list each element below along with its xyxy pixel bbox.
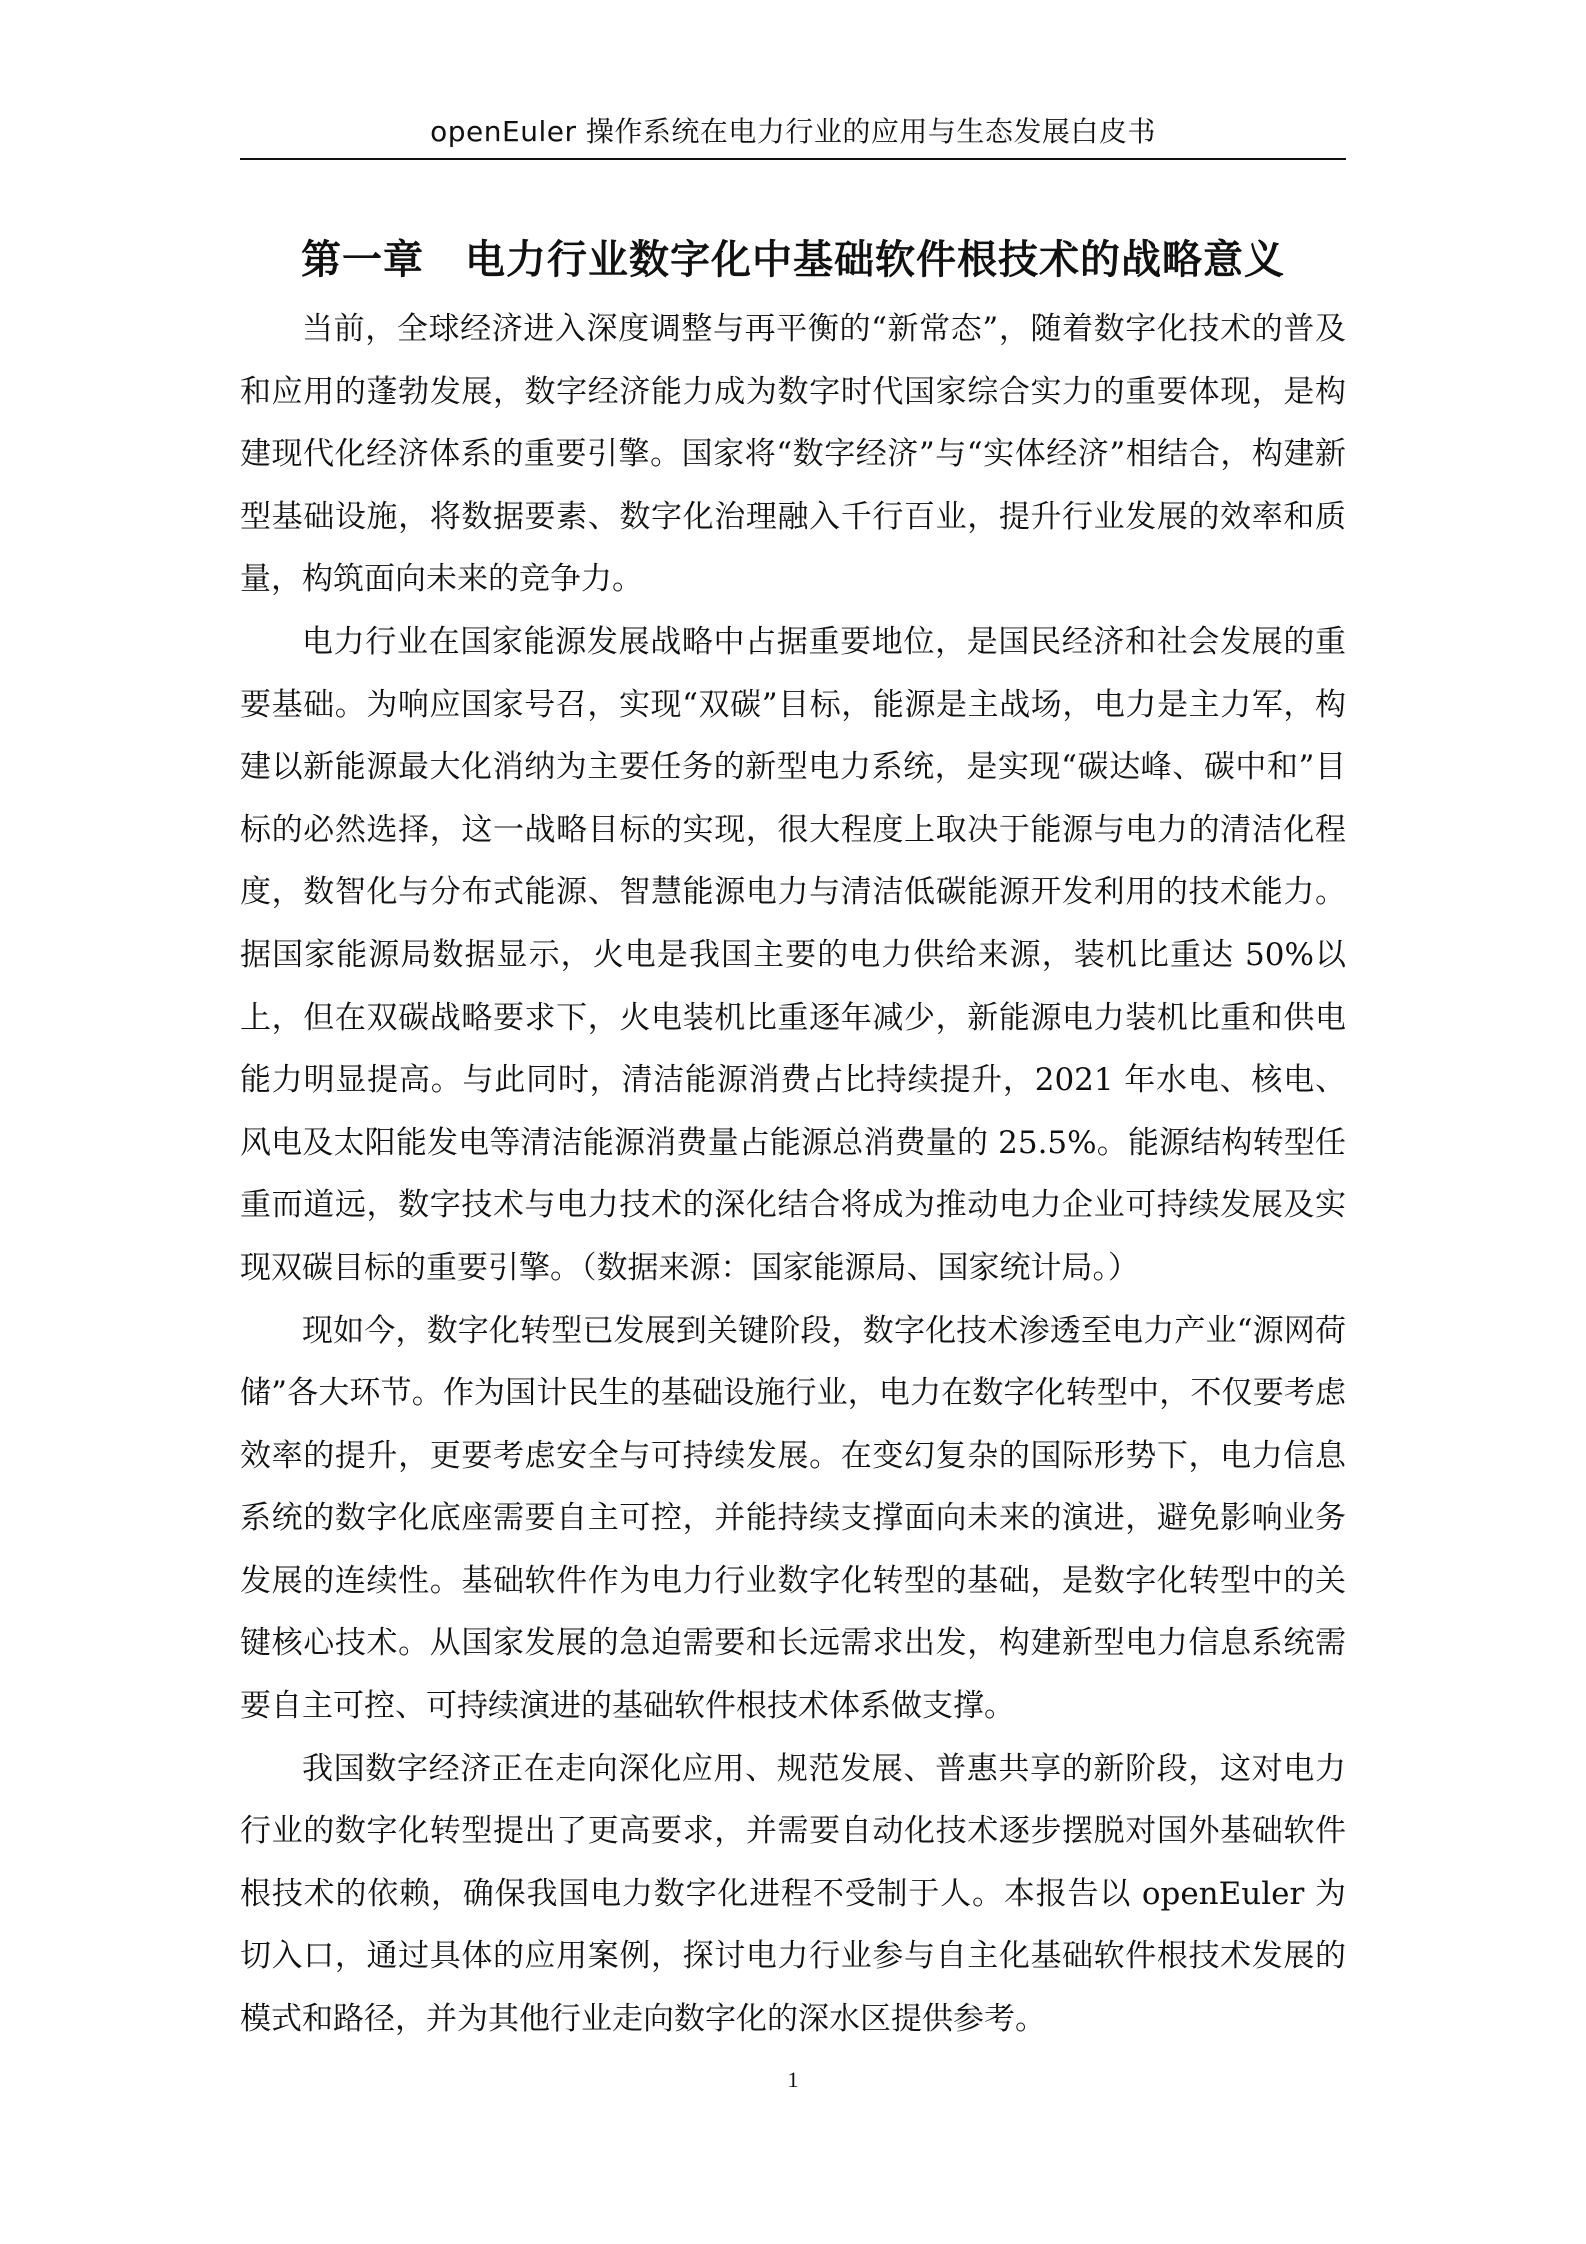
body-text — [240, 298, 1346, 2051]
header-divider — [240, 158, 1346, 160]
page-number: 1 — [787, 2067, 799, 2092]
paragraph-3: 现如今，数字化转型已发展到关键阶段，数字化技术渗透至电力产业“源网荷储”各大环节。作为国计民生的基础设施行业，电力在数字化转型中，不仅要考虑效率的提升，更要考虑安全与可持续发展。在变幻复杂的国际形势下，电力信息系统的数字化底座需要自主可控，并能持续支撑面向未来的演进，避免影响业务发展的连续性。基础软件作为电力行业数字化转型的基础，是数字化转型中的关键核心技术。从国家发展的急迫需要和长远需求出发，构建新型电力信息系统需要自主可控、可持续演进的基础软件根技术体系做支撑。 — [240, 1312, 1346, 1725]
paragraph-1: 当前，全球经济进入深度调整与再平衡的“新常态”，随着数字化技术的普及和应用的蓬勃发展，数字经济能力成为数字时代国家综合实力的重要体现，是构建现代化经济体系的重要引擎。国家将“数字经济”与“实体经济”相结合，构建新型基础设施，将数据要素、数字化治理融入千行百业，提升行业发展的效率和质量，构筑面向未来的竞争力。 — [240, 311, 1346, 598]
paragraph-2: 电力行业在国家能源发展战略中占据重要地位，是国民经济和社会发展的重要基础。为响应国家号召，实现“双碳”目标，能源是主战场，电力是主力军，构建以新能源最大化消纳为主要任务的新型电力系统，是实现“碳达峰、碳中和”目标的必然选择，这一战略目标的实现，很大程度上取决于能源与电力的清洁化程度，数智化与分布式能源、智慧能源电力与清洁低碳能源开发利用的技术能力。据国家能源局数据显示，火电是我国主要的电力供给来源，装机比重达 50%以上，但在双碳战略要求下，火电装机比重逐年减少，新能源电力装机比重和供电能力明显提高。与此同时，清洁能源消费占比持续提升，2021 年水电、核电、风电及太阳能发电等清洁能源消费量占能源总消费量的 25.5%。能源结构转型任重而道远，数字技术与电力技术的深化结合将成为推动电力企业可持续发展及实现双碳目标的重要引擎。（数据来源：国家能源局、国家统计局。） — [240, 623, 1346, 1286]
running-header: openEuler 操作系统在电力行业的应用与生态发展白皮书 — [430, 115, 1156, 148]
paragraph-4: 我国数字经济正在走向深化应用、规范发展、普惠共享的新阶段，这对电力行业的数字化转型提出了更高要求，并需要自动化技术逐步摆脱对国外基础软件根技术的依赖，确保我国电力数字化进程不受制于人。本报告以 openEuler 为切入口，通过具体的应用案例，探讨电力行业参与自主化基础软件根技术发展的模式和路径，并为其他行业走向数字化的深水区提供参考。 — [240, 1750, 1346, 2038]
chapter-title: 第一章 电力行业数字化中基础软件根技术的战略意义 — [301, 236, 1285, 283]
